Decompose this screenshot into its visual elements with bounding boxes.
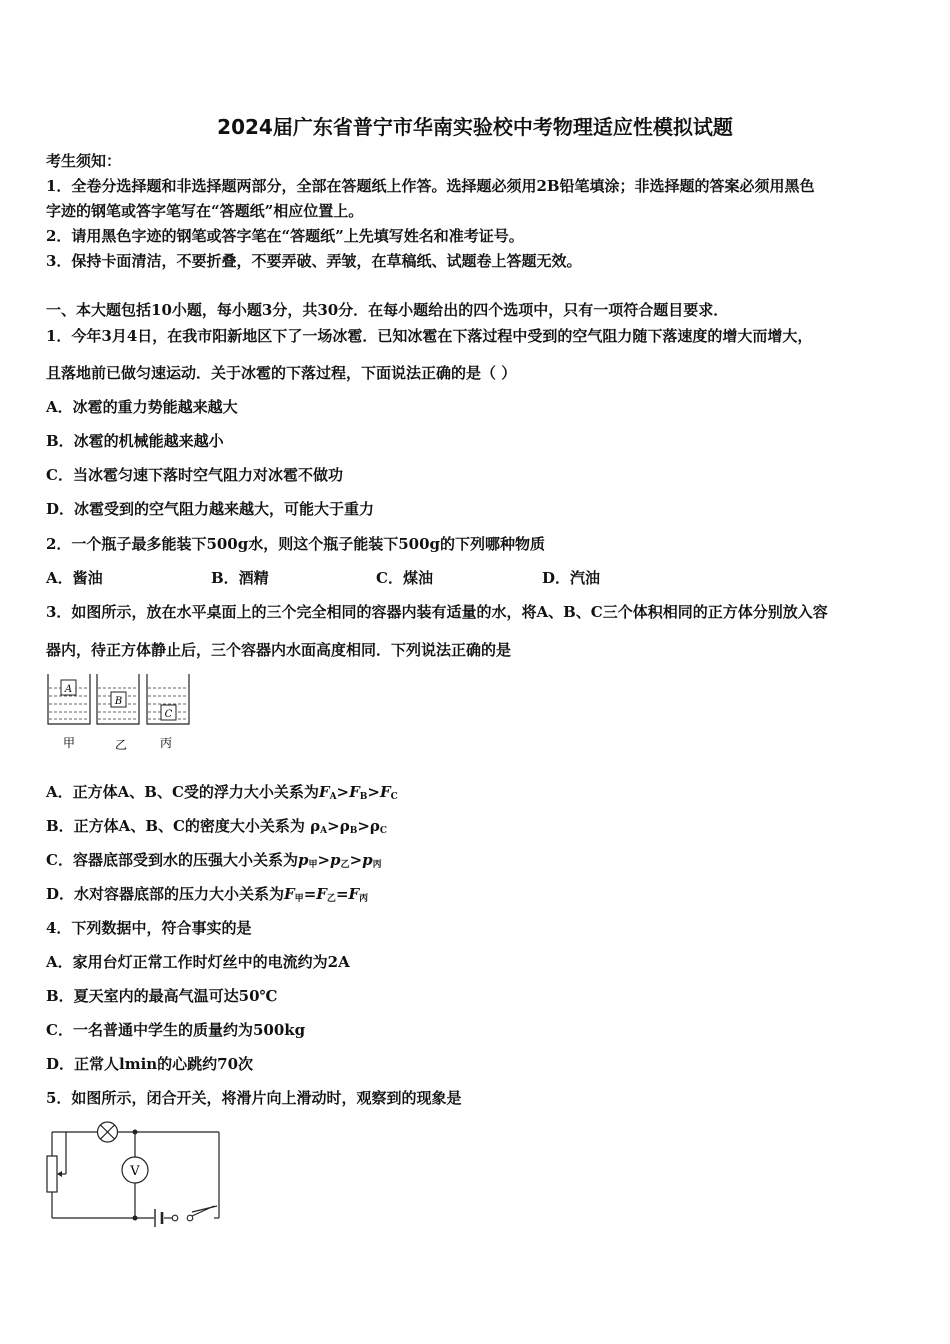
q2-option-d: D．汽油 bbox=[542, 569, 601, 587]
notice-item-3: 3．保持卡面清洁，不要折叠，不要弄破、弄皱，在草稿纸、试题卷上答题无效。 bbox=[46, 252, 582, 270]
cube-label-a: A bbox=[64, 684, 73, 695]
q5-stem: 5．如图所示，闭合开关，将滑片向上滑动时，观察到的现象是 bbox=[46, 1089, 462, 1107]
container-jia bbox=[48, 674, 90, 724]
rheostat-icon bbox=[47, 1132, 66, 1192]
q2-stem: 2．一个瓶子最多能装下500g水，则这个瓶子能装下500g的下列哪种物质 bbox=[46, 535, 546, 553]
q1-stem-line2: 且落地前已做匀速运动．关于冰雹的下落过程，下面说法正确的是（ ） bbox=[46, 364, 517, 382]
container-yi bbox=[97, 674, 139, 724]
battery-icon bbox=[155, 1209, 162, 1227]
q4-option-d: D．正常人lmin的心跳约70次 bbox=[46, 1055, 254, 1073]
container-bing bbox=[147, 674, 189, 724]
q1-option-d: D．冰雹受到的空气阻力越来越大，可能大于重力 bbox=[46, 500, 375, 518]
q3-option-a: A．正方体A、B、C受的浮力大小关系为$F_A>F_B>F_C$ bbox=[46, 783, 398, 802]
notice-item-2: 2．请用黑色字迹的钢笔或答字笔在“答题纸”上先填写姓名和准考证号。 bbox=[46, 227, 524, 245]
q1-option-c: C．当冰雹匀速下落时空气阻力对冰雹不做功 bbox=[46, 466, 343, 484]
q3-stem-line2: 器内，待正方体静止后，三个容器内水面高度相同．下列说法正确的是 bbox=[46, 641, 512, 659]
cube-label-b: B bbox=[114, 696, 123, 707]
q4-option-b: B．夏天室内的最高气温可达50℃ bbox=[46, 987, 278, 1005]
q3-stem-line1: 3．如图所示，放在水平桌面上的三个完全相同的容器内装有适量的水，将A、B、C三个体积相同的正方体分别放入容 bbox=[46, 603, 828, 621]
q4-option-c: C．一名普通中学生的质量约为500kg bbox=[46, 1021, 306, 1039]
q3-option-d: D．水对容器底部的压力大小关系为$F_甲=F_乙=F_丙$ bbox=[46, 885, 369, 904]
q3-containers-figure bbox=[44, 672, 194, 754]
notice-item-1: 1．全卷分选择题和非选择题两部分，全部在答题纸上作答。选择题必须用2B铅笔填涂；非选择题的答案必须用黑色 bbox=[46, 177, 815, 195]
q4-stem: 4．下列数据中，符合事实的是 bbox=[46, 919, 252, 937]
q2-option-c: C．煤油 bbox=[376, 569, 433, 587]
q4-option-a: A．家用台灯正常工作时灯丝中的电流约为2A bbox=[46, 953, 350, 971]
q1-option-b: B．冰雹的机械能越来越小 bbox=[46, 432, 224, 450]
cube-label-c: C bbox=[164, 709, 173, 720]
q3-option-c: C．容器底部受到水的压强大小关系为$p_甲>p_乙>p_丙$ bbox=[46, 851, 382, 870]
q1-stem-line1: 1．今年3月4日，在我市阳新地区下了一场冰雹．已知冰雹在下落过程中受到的空气阻力随下落速度的增大而增大， bbox=[46, 327, 813, 345]
q2-option-a: A．酱油 bbox=[46, 569, 103, 587]
notice-item-1-cont: 字迹的钢笔或答字笔写在“答题纸”相应位置上。 bbox=[46, 202, 364, 220]
lamp-icon bbox=[98, 1122, 118, 1142]
voltmeter-label: V bbox=[130, 1164, 140, 1179]
notice-heading: 考生须知： bbox=[46, 152, 122, 170]
voltmeter-icon bbox=[122, 1157, 148, 1183]
section-header: 一、本大题包括10小题，每小题3分，共30分．在每小题给出的四个选项中，只有一项符合题目要求． bbox=[46, 301, 729, 319]
q1-option-a: A．冰雹的重力势能越来越大 bbox=[46, 398, 238, 416]
page-title: 2024届广东省普宁市华南实验校中考物理适应性模拟试题 bbox=[217, 115, 733, 139]
q3-option-b: B．正方体A、B、C的密度大小关系为 $\rho_A>\rho_B>\rho_C$ bbox=[46, 817, 388, 836]
q2-option-b: B．酒精 bbox=[211, 569, 269, 587]
q2-options bbox=[46, 568, 646, 588]
container-label-bing: 丙 bbox=[159, 736, 173, 750]
container-label-jia: 甲 bbox=[62, 736, 76, 750]
switch-icon bbox=[172, 1206, 214, 1221]
q5-circuit-figure bbox=[42, 1120, 227, 1232]
container-label-yi: 乙 bbox=[114, 738, 128, 752]
